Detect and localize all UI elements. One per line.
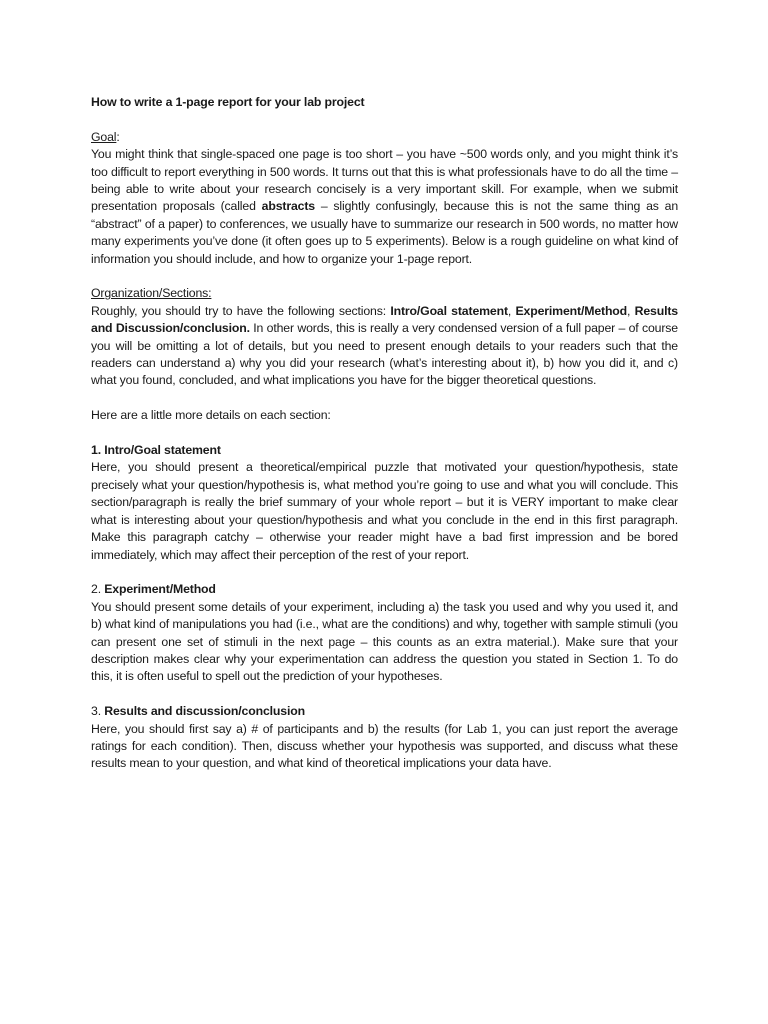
section-1-heading [91,442,678,459]
details-intro: Here are a little more details on each section: [91,408,331,423]
section-2-paragraph: You should present some details of your experiment, including a) the task you used and why you used it, and b) what kind of manipulations you had (i.e., what are the conditions) and why, together with sample stimuli (you can present one set of stimuli in the next page – this counts as an extra material.). Make sure that your description makes clear why your experimentation can address the question you stated in Section 1. To do this, it is often useful to spell out the prediction of your hypotheses. [91,599,678,684]
goal-label-colon: : [116,129,120,144]
goal-heading [91,129,678,146]
organization-text-2: , [507,303,516,318]
organization-section-intro: Intro/Goal statement [390,303,508,318]
goal-text-1: You might think that single-spaced one page is too short – you have ~500 words only, and you might think it’s too difficult to report everything in 500 words. It turns out that this is what professionals have to do all the time – being able to write about your research concisely is a very important skill. For example, when we submit presentation proposals (called [91,147,678,214]
goal-text-2: – slightly confusingly, because this is not the same thing as an “abstract” of a paper) to conferences, we usually have to summarize our research in 500 words, no matter how many experiments you’ve done (it often goes up to 5 experiments). Below is a rough guideline on what kind of information you should include, and how to organize your 1-page report. [91,199,679,266]
document-page [91,94,678,773]
organization-heading: Organization/Sections: [91,286,212,301]
document-title: How to write a 1-page report for your lab project [91,95,365,109]
goal-label: Goal [91,129,117,144]
section-2-heading-text: Experiment/Method [104,582,216,597]
organization-section-experiment: Experiment/Method [515,303,628,318]
section-3-heading [91,703,678,720]
section-3-heading-text: Results and discussion/conclusion [104,704,305,719]
organization-text-1: Roughly, you should try to have the following sections: [91,303,391,318]
section-2-number: 2. [91,582,105,597]
section-1-heading-text: 1. Intro/Goal statement [91,443,221,458]
section-3-number: 3. [91,704,105,719]
goal-paragraph [91,146,678,268]
goal-abstracts-term: abstracts [261,199,315,214]
section-1-paragraph: Here, you should present a theoretical/empirical puzzle that motivated your question/hypothesis, state precisely what your question/hypothesis is, what method you’re going to use and what you will conclude. This section/paragraph is really the brief summary of your whole report – but it is VERY important to make clear what is interesting about your question/hypothesis and what you conclude in the end in this first paragraph. Make this paragraph catchy – otherwise your reader might have a bad first impression and be bored immediately, which may affect their perception of the rest of your report. [91,460,678,562]
organization-section-results: Results and Discussion/conclusion. [91,303,678,336]
organization-text-3: , [627,303,635,318]
organization-paragraph [91,303,678,390]
section-2-heading [91,581,678,598]
organization-text-4: In other words, this is really a very condensed version of a full paper – of course you will be omitting a lot of details, but you need to present enough details to your readers such that the readers can understand a) why you did your research (what’s interesting about it), b) how you did it, and c) what you found, concluded, and what implications you have for the bigger theoretical questions. [91,321,678,388]
section-3-paragraph: Here, you should first say a) # of participants and b) the results (for Lab 1, you can just report the average ratings for each condition). Then, discuss whether your hypothesis was supported, and discuss what these results mean to your question, and what kind of theoretical implications your data have. [91,721,678,771]
